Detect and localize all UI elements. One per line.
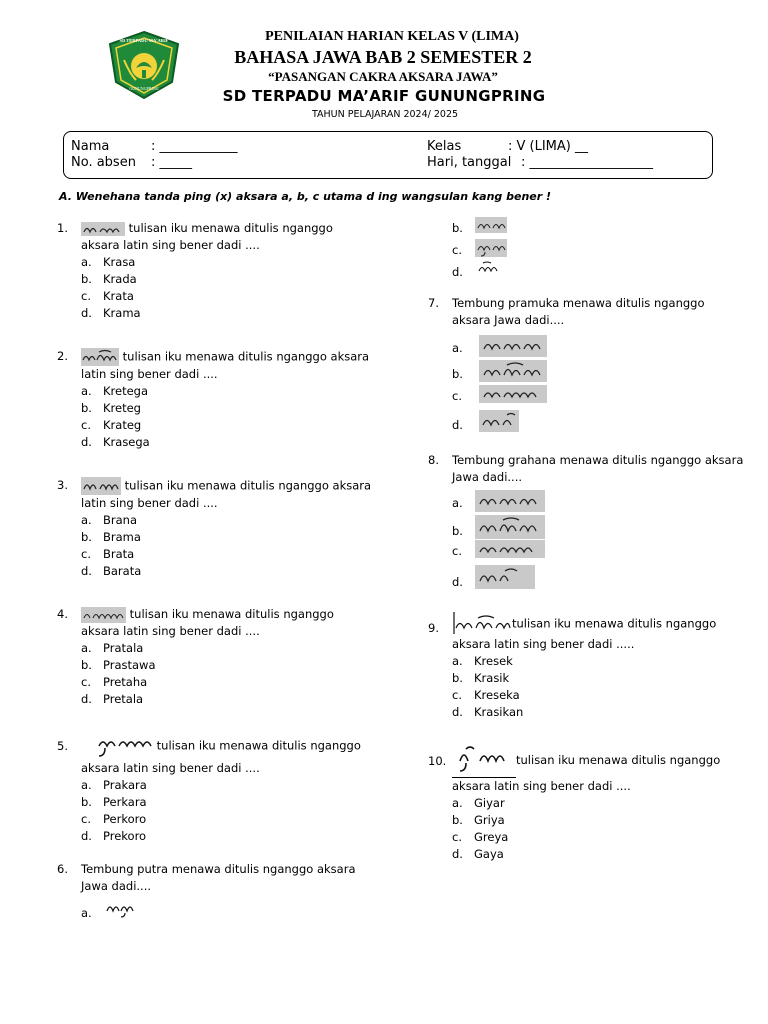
answer-option[interactable]: c. xyxy=(452,385,752,410)
answer-option[interactable]: c. Kreseka xyxy=(452,688,520,702)
question-text: Tembung grahana menawa ditulis nganggo aksara xyxy=(452,453,744,467)
kelas-field[interactable]: : V (LIMA) __ xyxy=(508,139,588,154)
school-year: TAHUN PELAJARAN 2024/ 2025 xyxy=(311,109,459,120)
answer-option[interactable]: c. Perkoro xyxy=(81,812,147,826)
answer-option[interactable]: d. Prekoro xyxy=(81,829,147,843)
answer-option[interactable]: b. Brama xyxy=(81,530,141,544)
javanese-script-image xyxy=(479,410,519,432)
javanese-script-image xyxy=(475,217,507,233)
answer-option[interactable]: b. xyxy=(452,515,752,540)
question-text: tulisan iku menawa ditulis nganggo xyxy=(128,221,333,235)
answer-option[interactable]: c. Brata xyxy=(81,547,135,561)
answer-option[interactable]: d. xyxy=(452,410,752,435)
answer-option[interactable]: c. Greya xyxy=(452,830,509,844)
question-number: 2. xyxy=(57,349,68,363)
right-column xyxy=(428,217,752,863)
answer-option[interactable]: c. Pretaha xyxy=(81,675,148,689)
answer-option[interactable]: d. Krasega xyxy=(81,435,150,449)
answer-option[interactable]: d. Krasikan xyxy=(452,705,524,719)
answer-option[interactable]: c. xyxy=(452,239,752,261)
answer-option[interactable]: a. Kresek xyxy=(452,654,513,668)
answer-option[interactable]: c. Krateg xyxy=(81,418,142,432)
answer-option[interactable]: a. Giyar xyxy=(452,796,505,810)
question-2 xyxy=(57,348,401,451)
school-name: SD TERPADU MA’ARIF GUNUNGPRING xyxy=(222,87,546,105)
javanese-script-image xyxy=(479,360,547,382)
absen-field[interactable]: : _____ xyxy=(151,155,193,170)
question-text: aksara latin sing bener dadi .... xyxy=(81,761,260,775)
answer-option[interactable]: a. Brana xyxy=(81,513,138,527)
section-instruction: A. Wenehana tanda ping (x) aksara a, b, c utama d ing wangsulan kang bener ! xyxy=(59,190,552,203)
question-text: latin sing bener dadi .... xyxy=(81,496,218,510)
left-column xyxy=(57,220,401,925)
answer-option[interactable]: b. Krasik xyxy=(452,671,510,685)
header-topic: “PASANGAN CAKRA AKSARA JAWA” xyxy=(268,69,498,84)
question-9 xyxy=(428,612,752,721)
question-text: Tembung pramuka menawa ditulis nganggo xyxy=(452,296,705,310)
answer-option[interactable]: b. Prastawa xyxy=(81,658,156,672)
answer-option[interactable]: d. Gaya xyxy=(452,847,504,861)
question-5 xyxy=(57,732,401,845)
header-title: PENILAIAN HARIAN KELAS V (LIMA) xyxy=(265,29,519,44)
javanese-script-image xyxy=(477,261,501,277)
answer-option[interactable]: a. xyxy=(452,335,752,360)
header-subject: BAHASA JAWA BAB 2 SEMESTER 2 xyxy=(234,47,532,67)
logo-text-top: SD TERPADU MA'ARIF xyxy=(119,38,169,43)
question-number: 3. xyxy=(57,478,68,492)
answer-option[interactable]: a. Kretega xyxy=(81,384,149,398)
javanese-script-image xyxy=(479,385,547,403)
question-text: aksara Jawa dadi.... xyxy=(452,313,565,327)
answer-option[interactable]: b. Griya xyxy=(452,813,505,827)
javanese-script-image xyxy=(81,607,126,623)
javanese-script-image xyxy=(105,899,135,919)
question-text: tulisan iku menawa ditulis nganggo aksara xyxy=(122,349,370,364)
question-8 xyxy=(428,452,752,590)
javanese-script-image xyxy=(452,612,512,636)
question-text: aksara latin sing bener dadi ..... xyxy=(452,637,635,651)
answer-option[interactable]: d. Barata xyxy=(81,564,142,578)
answer-option[interactable]: d. Pretala xyxy=(81,692,144,706)
nama-label: Nama xyxy=(71,139,110,154)
question-number: 9. xyxy=(428,621,439,635)
javanese-script-image xyxy=(81,732,153,760)
hari-field[interactable]: : ___________________ xyxy=(521,155,654,170)
question-4 xyxy=(57,606,401,708)
answer-option[interactable]: a. Krasa xyxy=(81,255,136,269)
answer-option[interactable]: b. Perkara xyxy=(81,795,147,809)
question-6 xyxy=(57,861,401,925)
question-number: 5. xyxy=(57,739,68,753)
javanese-script-image xyxy=(81,477,121,495)
answer-option[interactable]: a. xyxy=(81,899,401,925)
question-text: Jawa dadi.... xyxy=(452,470,523,484)
question-number: 8. xyxy=(428,453,439,467)
question-text: tulisan iku menawa ditulis nganggo xyxy=(156,738,361,753)
answer-option[interactable]: d. xyxy=(452,261,752,283)
question-text: Tembung putra menawa ditulis nganggo aksara xyxy=(81,862,356,876)
javanese-script-image xyxy=(475,515,545,539)
answer-option[interactable]: d. Krama xyxy=(81,306,141,320)
hari-label: Hari, tanggal xyxy=(427,155,512,170)
javanese-script-image xyxy=(475,239,507,257)
answer-option[interactable]: b. Kreteg xyxy=(81,401,141,415)
question-text: tulisan iku menawa ditulis nganggo xyxy=(512,616,717,631)
question-7 xyxy=(428,295,752,435)
answer-option[interactable]: a. Prakara xyxy=(81,778,147,792)
question-3 xyxy=(57,477,401,580)
question-number: 7. xyxy=(428,296,439,310)
question-number: 4. xyxy=(57,607,68,621)
question-text: aksara latin sing bener dadi .... xyxy=(452,779,631,793)
javanese-script-image xyxy=(81,222,125,236)
answer-option[interactable]: b. xyxy=(452,217,752,239)
question-6-continued xyxy=(452,217,752,283)
javanese-script-image xyxy=(81,348,119,366)
question-text: tulisan iku menawa ditulis nganggo xyxy=(129,607,334,621)
answer-option[interactable]: c. Krata xyxy=(81,289,134,303)
answer-option[interactable]: b. xyxy=(452,360,752,385)
javanese-script-image xyxy=(479,335,547,357)
answer-option[interactable]: d. xyxy=(452,565,752,590)
question-text: tulisan iku menawa ditulis nganggo aksara xyxy=(124,478,372,493)
question-text: latin sing bener dadi .... xyxy=(81,367,218,381)
javanese-script-image xyxy=(475,540,545,558)
question-number: 10. xyxy=(428,754,447,768)
nama-field[interactable]: : ____________ xyxy=(151,139,238,154)
question-text: aksara latin sing bener dadi .... xyxy=(81,238,260,252)
question-1 xyxy=(57,220,401,322)
question-text: tulisan iku menawa ditulis nganggo xyxy=(516,753,721,767)
javanese-script-image xyxy=(475,490,545,512)
answer-option[interactable]: c. xyxy=(452,540,752,565)
javanese-script-image xyxy=(475,565,535,589)
question-number: 1. xyxy=(57,221,68,235)
answer-option[interactable]: a. xyxy=(452,490,752,515)
question-10 xyxy=(428,743,752,863)
answer-option[interactable]: a. Pratala xyxy=(81,641,144,655)
absen-label: No. absen xyxy=(71,155,136,170)
question-text: aksara latin sing bener dadi .... xyxy=(81,624,260,638)
question-number: 6. xyxy=(57,862,68,876)
javanese-script-image xyxy=(452,743,516,778)
logo-text-bottom: GUNUNGPRING xyxy=(129,86,159,91)
question-text: Jawa dadi.... xyxy=(81,879,152,893)
kelas-label: Kelas xyxy=(427,139,462,154)
answer-option[interactable]: b. Krada xyxy=(81,272,137,286)
